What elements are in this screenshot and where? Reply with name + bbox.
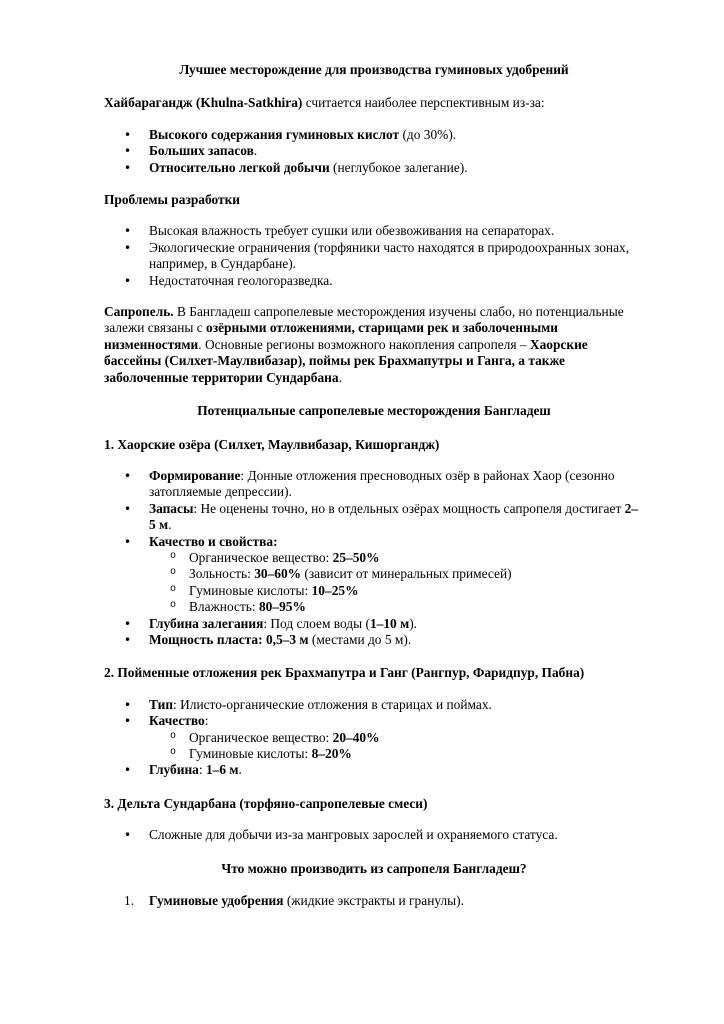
list-item: • Экологические ограничения (торфяники часто находятся в природоохранных зонах, например, в Сундарбане). [104, 240, 644, 273]
list-item: • Мощность пласта: 0,5–3 м (местами до 5 м). [104, 632, 644, 648]
section-3-heading: 3. Дельта Сундарбана (торфяно-сапропелевые смеси) [104, 795, 428, 811]
heading-products: Что можно производить из сапропеля Бангладеш? [221, 860, 527, 876]
list-item: • Сложные для добычи из-за мангровых зарослей и охраняемого статуса. [104, 827, 644, 843]
section-1-list [104, 468, 644, 648]
heading-sapropel-deposits: Потенциальные сапропелевые месторождения Бангладеш [197, 403, 551, 419]
list-item: o Органическое вещество: 20–40% [104, 730, 644, 746]
list-item: • Высокая влажность требует сушки или обезвоживания на сепараторах. [104, 223, 644, 239]
list-item: o Влажность: 80–95% [104, 599, 644, 615]
products-list [104, 893, 644, 909]
advantages-list [104, 127, 644, 176]
sapropel-paragraph: Сапропель. В Бангладеш сапропелевые месторождения изучены слабо, но потенциальные залежи связаны с озёрными отложениями, старицами рек и заболоченными низменностями. Основные регионы возможного накопления сапропеля – Хаорские бассейны (Силхет-Маулвибазар), поймы рек Брахмапутры и Ганга, а также заболоченные территории Сундарбана. [104, 304, 624, 385]
problems-list [104, 223, 644, 289]
list-item: 1. Гуминовые удобрения (жидкие экстракты и гранулы). [124, 893, 464, 909]
problems-heading: Проблемы разработки [104, 192, 241, 208]
section-2-heading: 2. Пойменные отложения рек Брахмапутра и Ганг (Рангпур, Фаридпур, Пабна) [104, 665, 585, 681]
list-item: • Относительно легкой добычи (неглубокое залегание). [104, 160, 644, 176]
section-3-list [104, 827, 644, 843]
list-item: • Глубина: 1–6 м. [104, 762, 644, 778]
quality-sublist [104, 550, 644, 616]
deposit-name: Хайбарагандж (Khulna-Satkhira) [104, 95, 303, 111]
quality-sublist [104, 730, 644, 763]
section-2-list [104, 697, 644, 779]
list-item: • Тип: Илисто-органические отложения в старицах и поймах. [104, 697, 644, 713]
best-deposit-paragraph: Хайбарагандж (Khulna-Satkhira) считается наиболее перспективным из-за: [104, 95, 545, 111]
list-item: o Гуминовые кислоты: 10–25% [104, 583, 644, 599]
section-1-heading: 1. Хаорские озёра (Силхет, Маулвибазар, Кишоргандж) [104, 436, 440, 452]
list-item: • Высокого содержания гуминовых кислот (до 30%). [104, 127, 644, 143]
list-item: o Зольность: 30–60% (зависит от минеральных примесей) [104, 566, 644, 582]
list-item: o Органическое вещество: 25–50% [104, 550, 644, 566]
list-item: • Формирование: Донные отложения пресноводных озёр в районах Хаор (сезонно затопляемые депрессии). [104, 468, 644, 501]
heading-best-deposit: Лучшее месторождение для производства гуминовых удобрений [179, 62, 569, 77]
list-item: • Недостаточная геологоразведка. [104, 273, 644, 289]
list-item: • Качество и свойства: o Органическое вещество: 25–50% o Зольность: 30–60% (зависит от минеральных примесей) o Гуминовые кислоты: 10–25% o Влажность: 80–95% [104, 534, 644, 616]
document-page [104, 62, 644, 909]
list-item: • Глубина залегания: Под слоем воды (1–10 м). [104, 616, 644, 632]
list-item: • Качество: o Органическое вещество: 20–40% o Гуминовые кислоты: 8–20% [104, 713, 644, 762]
list-item: o Гуминовые кислоты: 8–20% [104, 746, 644, 762]
list-item: • Больших запасов. [104, 143, 644, 159]
list-item: • Запасы: Не оценены точно, но в отдельных озёрах мощность сапропеля достигает 2–5 м. [104, 501, 644, 534]
